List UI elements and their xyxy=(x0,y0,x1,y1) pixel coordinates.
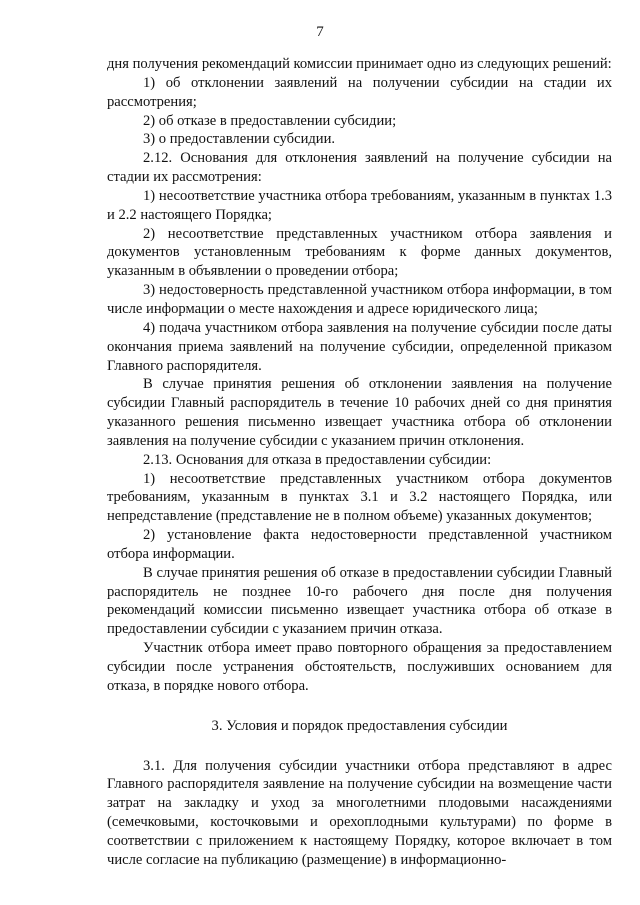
paragraph: 1) несоответствие участника отбора требованиям, указанным в пунктах 1.3 и 2.2 настоящего Порядка; xyxy=(107,187,612,223)
paragraph: 1) об отклонении заявлений на получении субсидии на стадии их рассмотрения; xyxy=(107,74,612,110)
page-number: 7 xyxy=(316,24,324,40)
paragraph: 2) несоответствие представленных участником отбора заявления и документов установленным требованиям к форме данных документов, указанным в объявлении о проведении отбора; xyxy=(107,225,612,280)
paragraph: 4) подача участником отбора заявления на получение субсидии после даты окончания приема заявлений на получение субсидии, определенной приказом Главного распорядителя. xyxy=(107,319,612,374)
paragraph: 3) о предоставлении субсидии. xyxy=(143,131,336,148)
paragraph: 2) установление факта недостоверности представленной участником отбора информации. xyxy=(107,527,612,562)
paragraph: 2.12. Основания для отклонения заявлений на получение субсидии на стадии их рассмотрения: xyxy=(107,150,612,186)
document-body xyxy=(107,55,612,870)
paragraph: 3) недостоверность представленной участником отбора информации, в том числе информации о месте нахождения и адресе юридического лица; xyxy=(107,282,612,317)
section-heading: 3. Условия и порядок предоставления субсидии xyxy=(211,717,508,734)
paragraph: 2) об отказе в предоставлении субсидии; xyxy=(143,112,397,129)
paragraph: В случае принятия решения об отклонении заявления на получение субсидии Главный распорядитель в течение 10 рабочих дней со дня принятия указанного решения письменно извещает участника отбора об отклонении заявления на получение субсидии с указанием причин отклонения. xyxy=(107,376,612,449)
paragraph: 1) несоответствие представленных участником отбора документов требованиям, указанным в пунктах 3.1 и 3.2 настоящего Порядка, или непредставление (представление не в полном объеме) указанных документов; xyxy=(107,470,612,525)
paragraph: 3.1. Для получения субсидии участники отбора представляют в адрес Главного распорядителя заявление на получение субсидии на возмещение части затрат на закладку и уход за многолетними плодовыми насаждениями (семечковыми, косточковыми и орехоплодными культурами) по форме в соответствии с приложением к настоящему Порядку, которое включает в том числе согласие на публикацию (размещение) в информационно- xyxy=(107,757,612,868)
paragraph: 2.13. Основания для отказа в предоставлении субсидии: xyxy=(143,451,492,468)
paragraph: В случае принятия решения об отказе в предоставлении субсидии Главный распорядитель не позднее 10-го рабочего дня после дня получения рекомендаций комиссии письменно извещает участника отбора об отказе в предоставлении субсидии с указанием причин отказа. xyxy=(107,564,612,638)
paragraph: Участник отбора имеет право повторного обращения за предоставлением субсидии после устранения обстоятельств, послуживших основанием для отказа, в порядке нового отбора. xyxy=(107,640,612,694)
paragraph: дня получения рекомендаций комиссии принимает одно из следующих решений: xyxy=(107,56,612,72)
